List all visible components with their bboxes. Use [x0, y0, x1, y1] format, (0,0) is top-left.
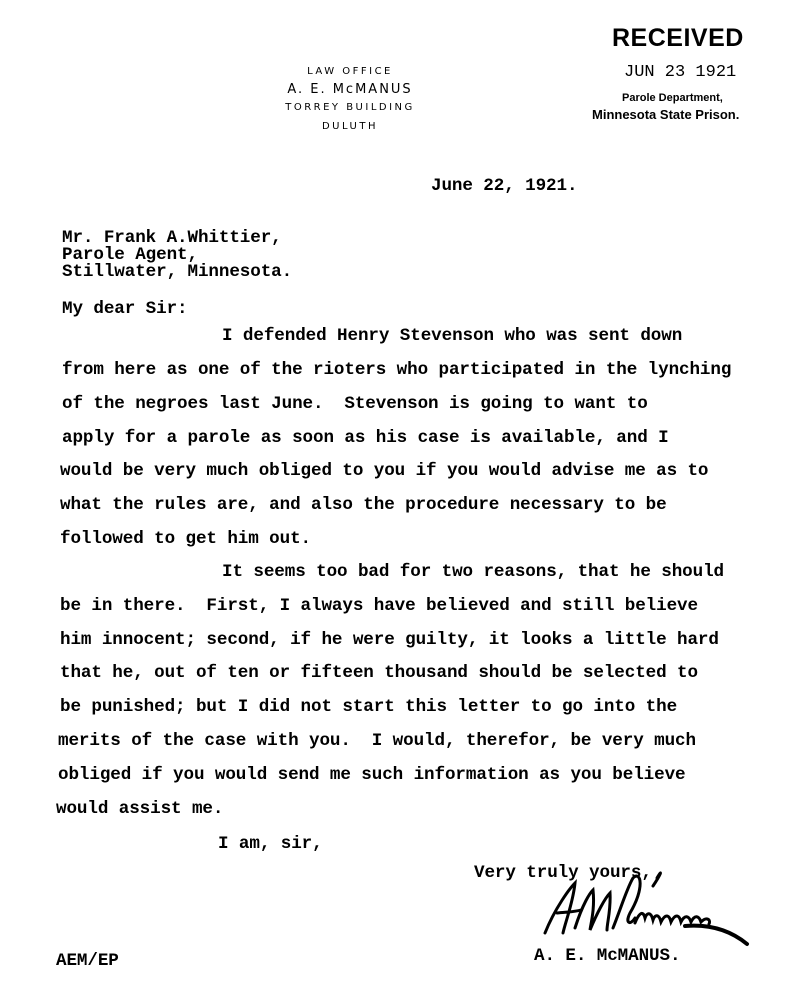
letterhead-line: DULUTH: [321, 121, 379, 132]
address-line: Mr. Frank A.Whittier,: [62, 228, 282, 248]
stamp-title: RECEIVED: [612, 24, 744, 52]
body-line: It seems too bad for two reasons, that he should: [222, 562, 724, 582]
letterhead-name: A. E. McMANUS: [287, 82, 413, 97]
body-line: from here as one of the rioters who participated in the lynching: [62, 360, 732, 380]
complimentary-close: Very truly yours,: [474, 863, 652, 883]
handwritten-signature-icon: [535, 868, 765, 948]
closing: I am, sir,: [218, 834, 323, 854]
body-line: would assist me.: [56, 799, 224, 819]
body-line: followed to get him out.: [60, 529, 311, 549]
body-line: apply for a parole as soon as his case is available, and I: [62, 428, 669, 448]
body-line: be in there. First, I always have believed and still believe: [60, 596, 698, 616]
letterhead-line: LAW OFFICE: [307, 66, 393, 77]
stamp-date: JUN 23 1921: [624, 63, 737, 82]
body-line: would be very much obliged to you if you would advise me as to: [60, 461, 709, 481]
body-line: be punished; but I did not start this letter to go into the: [60, 697, 678, 717]
body-line: I defended Henry Stevenson who was sent down: [222, 326, 683, 346]
typed-signature-name: A. E. McMANUS.: [534, 946, 681, 966]
stamp-org: Minnesota State Prison.: [592, 107, 740, 122]
salutation: My dear Sir:: [62, 299, 188, 319]
body-line: obliged if you would send me such information as you believe: [58, 765, 686, 785]
letter-date: June 22, 1921.: [431, 176, 578, 196]
body-line: of the negroes last June. Stevenson is going to want to: [62, 394, 648, 414]
letterhead-line: TORREY BUILDING: [285, 102, 415, 113]
body-line: merits of the case with you. I would, therefor, be very much: [58, 731, 696, 751]
body-line: him innocent; second, if he were guilty, it looks a little hard: [60, 630, 719, 650]
address-line: Parole Agent,: [62, 245, 198, 265]
reference-initials: AEM/EP: [56, 951, 119, 971]
address-line: Stillwater, Minnesota.: [62, 262, 293, 282]
body-line: what the rules are, and also the procedure necessary to be: [60, 495, 667, 515]
stamp-dept: Parole Department,: [622, 92, 723, 104]
body-line: that he, out of ten or fifteen thousand should be selected to: [60, 663, 698, 683]
signature: [535, 868, 765, 948]
